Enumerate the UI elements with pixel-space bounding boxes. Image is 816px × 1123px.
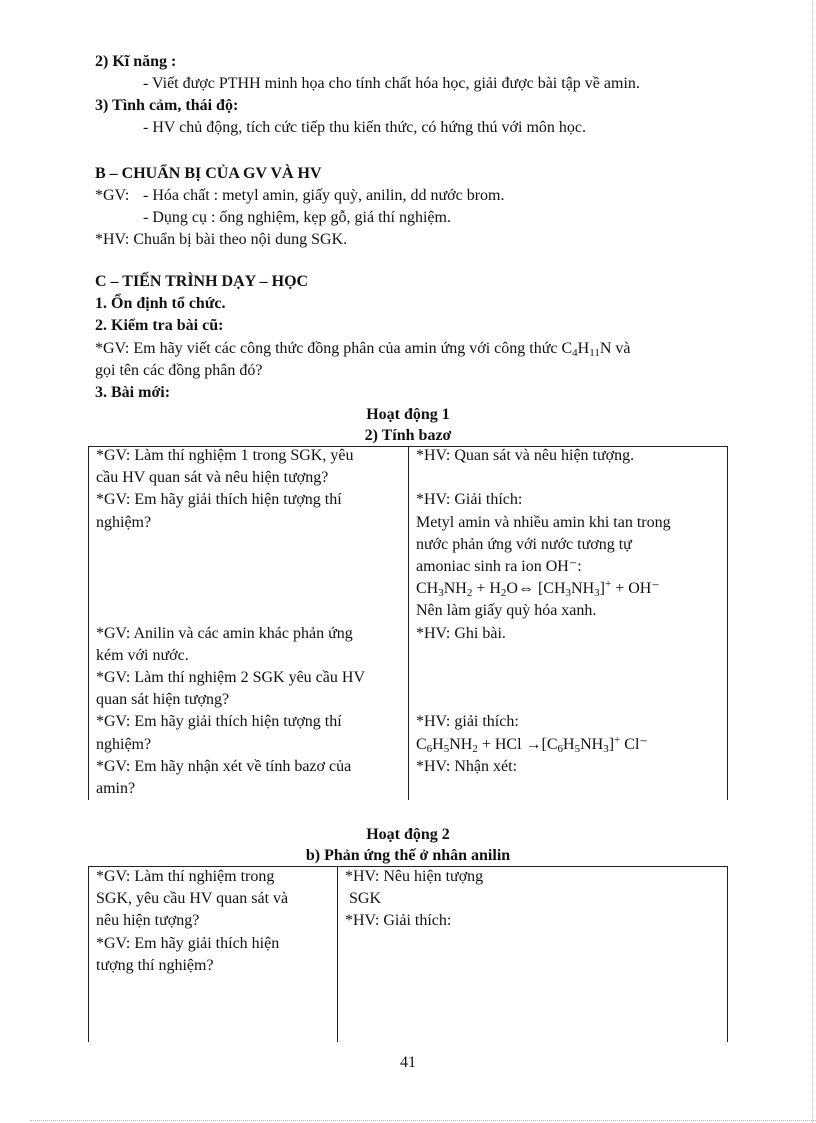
step-1: 1. Ổn định tổ chức.	[95, 295, 226, 312]
page-edge-right	[812, 0, 813, 1123]
activity-1-student-column	[416, 445, 671, 778]
attitude-heading: 3) Tình cảm, thái độ:	[95, 97, 239, 114]
table-line: *HV: Nhận xét:	[416, 757, 518, 775]
table-line: SGK	[345, 890, 382, 908]
table-line: SGK, yêu cầu HV quan sát và	[96, 890, 289, 908]
table-line: *GV: Làm thí nghiệm 2 SGK yêu cầu HV	[96, 669, 365, 687]
table-line: *HV: Giải thích:	[416, 491, 523, 509]
table-line: nêu hiện tượng?	[96, 912, 200, 930]
table-spacer	[416, 645, 671, 712]
activity-2-title: Hoạt động 2	[366, 826, 450, 843]
table-spacer	[416, 467, 671, 489]
table-line: Nên làm giấy quỳ hóa xanh.	[416, 602, 597, 620]
activity-1-title: Hoạt động 1	[366, 406, 450, 423]
section-c-heading: C – TIẾN TRÌNH DẠY – HỌC	[95, 273, 309, 290]
table-1-divider	[408, 446, 409, 800]
table-line: *GV: Em hãy giải thích hiện tượng thí	[96, 491, 342, 509]
step-3: 3. Bài mới:	[95, 384, 171, 401]
review-question-cont: gọi tên các đồng phân đó?	[95, 362, 263, 379]
table-line: *HV: Nêu hiện tượng	[345, 868, 484, 885]
section-b-heading: B – CHUẨN BỊ CỦA GV VÀ HV	[95, 165, 322, 182]
table-line: *HV: giải thích:	[416, 713, 519, 731]
page-edge-bottom	[30, 1120, 816, 1121]
equation-methylamine: $CH_3NH_2$ + $H_2O\Leftrightarrow$ $[CH_3NH_3]^+ + OH^-$	[416, 578, 660, 600]
table-1-right-border	[727, 446, 728, 800]
table-line: *HV: Quan sát và nêu hiện tượng.	[416, 447, 635, 464]
skills-heading: 2) Kĩ năng :	[95, 53, 177, 70]
table-2-right-border	[727, 866, 728, 1042]
attitude-item: - HV chủ động, tích cức tiếp thu kiến thức, có hứng thú với môn học.	[143, 119, 586, 136]
table-line: amoniac sinh ra ion OH⁻:	[416, 558, 582, 575]
table-line: *GV: Làm thí nghiệm 1 trong SGK, yêu	[96, 447, 354, 464]
table-line: Metyl amin và nhiều amin khi tan trong	[416, 513, 671, 531]
activity-1-teacher-column	[96, 445, 365, 800]
table-line: *GV: Em hãy giải thích hiện tượng thí	[96, 713, 342, 731]
table-spacer	[96, 534, 365, 623]
table-line: amin?	[96, 780, 136, 798]
review-question: *GV: Em hãy viết các công thức đồng phân của amin ứng với công thức $C_4H_{11}N$ và	[95, 340, 631, 359]
hv-preparation: *HV: Chuẩn bị bài theo nội dung SGK.	[95, 231, 348, 248]
gv-chemicals: - Hóa chất : metyl amin, giấy quỳ, anilin, dd nước brom.	[143, 187, 505, 204]
activity-2-student-column	[345, 866, 483, 933]
gv-prefix: *GV:	[95, 187, 130, 204]
table-line: nghiệm?	[96, 513, 152, 531]
table-line: *GV: Làm thí nghiệm trong	[96, 868, 275, 885]
activity-1-subtitle: 2) Tính bazơ	[364, 427, 452, 444]
activity-2-subtitle: b) Phản ứng thế ở nhân anilin	[305, 847, 511, 864]
table-line: *GV: Anilin và các amin khác phản ứng	[96, 624, 353, 642]
table-2-left-border	[88, 866, 89, 1042]
table-line: *HV: Giải thích:	[345, 912, 452, 930]
gv-tools: - Dụng cụ : ống nghiệm, kẹp gỗ, giá thí nghiệm.	[143, 209, 451, 226]
table-line: cầu HV quan sát và nêu hiện tượng?	[96, 469, 329, 487]
table-1-left-border	[88, 446, 89, 800]
activity-2-teacher-column	[96, 866, 288, 977]
table-line: kém với nước.	[96, 646, 189, 664]
table-line: nước phản ứng với nước tương tự	[416, 535, 632, 553]
table-line: tượng thí nghiệm?	[96, 956, 214, 974]
skills-item: - Viết được PTHH minh họa cho tính chất hóa học, giải được bài tập về amin.	[143, 75, 640, 92]
table-line: *GV: Em hãy nhận xét về tính bazơ của	[96, 757, 352, 775]
page-number: 41	[400, 1054, 416, 1071]
table-line: quan sát hiện tượng?	[96, 691, 230, 709]
step-2: 2. Kiểm tra bài cũ:	[95, 317, 224, 334]
table-line: nghiệm?	[96, 735, 152, 753]
equation-aniline: $C_6H_5NH_2$ + HCl $\to[C_6H_5NH_3]^+$ Cl⁻	[416, 733, 648, 755]
table-line: *GV: Em hãy giải thích hiện	[96, 934, 280, 952]
table-line: *HV: Ghi bài.	[416, 624, 506, 642]
table-2-divider	[337, 866, 338, 1042]
